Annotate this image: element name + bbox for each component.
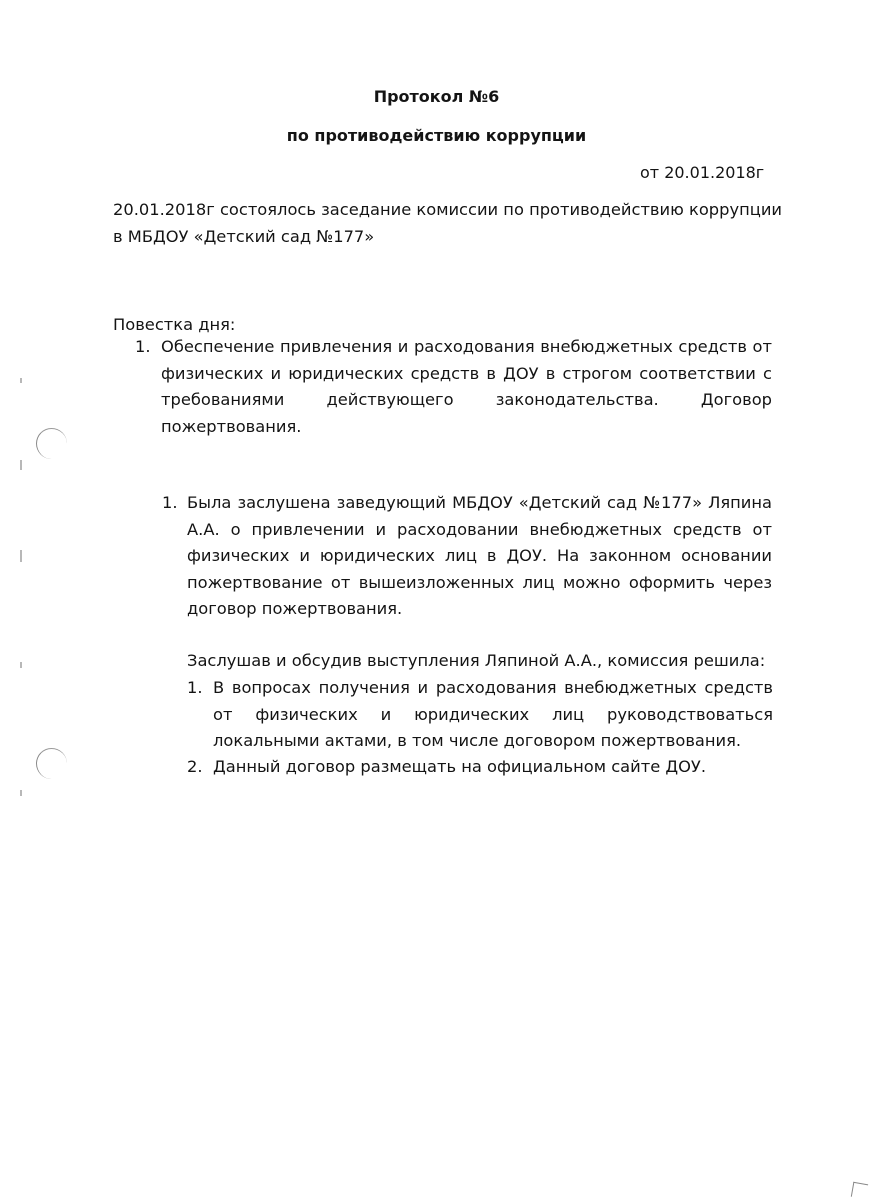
punch-hole xyxy=(36,428,67,459)
scan-corner-mark xyxy=(851,1182,868,1199)
agenda-label: Повестка дня: xyxy=(113,315,236,334)
heard-item-number: 1. xyxy=(162,493,178,512)
document-title: Протокол №6 xyxy=(373,87,500,106)
decision-item-text: В вопросах получения и расходования внебюджетных средств от физических и юридических лиц руководствоваться локальными актами, в том числе договором пожертвования. xyxy=(213,678,773,750)
decision-item-number: 2. xyxy=(187,757,203,776)
decision-item-text: Данный договор размещать на официальном сайте ДОУ. xyxy=(213,757,707,776)
document-subtitle: по противодействию коррупции xyxy=(286,126,587,145)
scan-mark xyxy=(20,550,22,562)
scan-mark xyxy=(20,662,22,668)
scan-mark xyxy=(20,460,22,470)
intro-paragraph: 20.01.2018г состоялось заседание комиссии по противодействию коррупции в МБДОУ «Детский сад №177» xyxy=(113,200,782,246)
scan-mark xyxy=(20,378,22,383)
agenda-item-number: 1. xyxy=(135,337,151,356)
scan-mark xyxy=(20,790,22,796)
document-date: от 20.01.2018г xyxy=(640,163,765,182)
decision-intro: Заслушав и обсудив выступления Ляпиной А.А., комиссия решила: xyxy=(187,651,766,670)
punch-hole xyxy=(36,748,67,779)
decision-item-number: 1. xyxy=(187,678,203,697)
heard-item-text: Была заслушена заведующий МБДОУ «Детский сад №177» Ляпина А.А. о привлечении и расходовании внебюджетных средств от физических и юридических лиц в ДОУ. На законном основании пожертвование от вышеизложенных лиц можно оформить через договор пожертвования. xyxy=(187,493,772,618)
agenda-item-text: Обеспечение привлечения и расходования внебюджетных средств от физических и юридических средств в ДОУ в строгом соответствии с требованиями действующего законодательства. Договор пожертвования. xyxy=(161,337,772,436)
